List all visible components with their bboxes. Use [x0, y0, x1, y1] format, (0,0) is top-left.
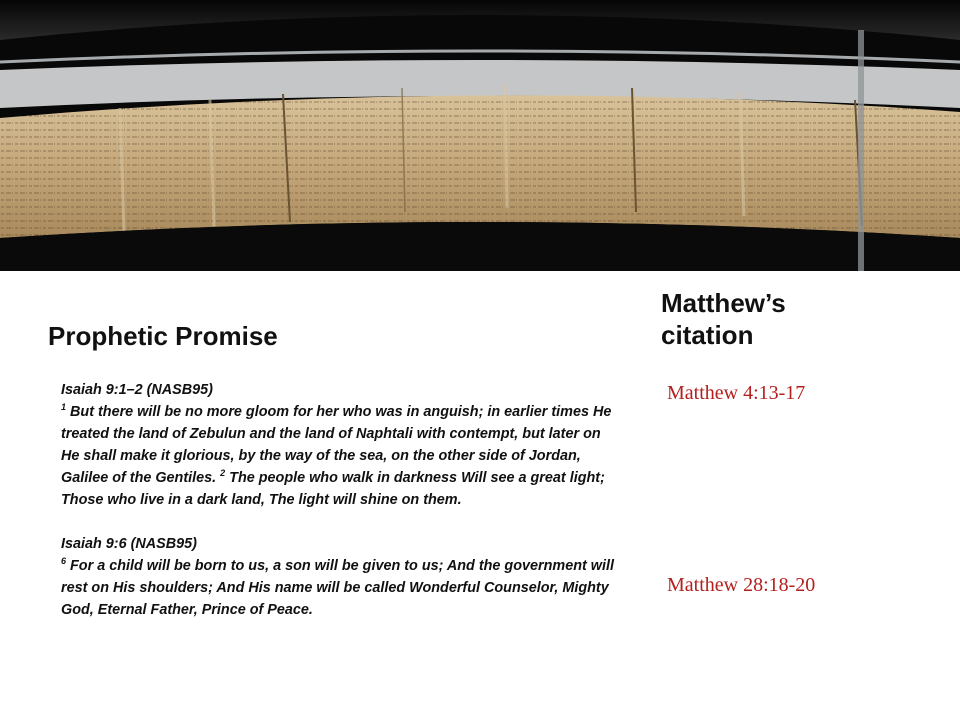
verse-text: The people who walk in darkness Will see a great light; Those who live in a dark land, The light will shine on them.: [61, 470, 605, 508]
verse-text: For a child will be born to us, a son will be given to us; And the government will rest on His shoulders; And His name will be called Wonderful Counselor, Mighty God, Eternal Father, Prince of Peace.: [61, 558, 614, 618]
passage-isaiah-9-6: [61, 533, 621, 621]
passage-reference: Isaiah 9:1–2 (NASB95): [61, 382, 213, 398]
verse-text: But there will be no more gloom for her who was in anguish; in earlier times He treated the land of Zebulun and the land of Naphtali with contempt, but later on He shall make it glorious, by the way of the sea, on the other side of Jordan, Galilee of the Gentiles.: [61, 404, 612, 486]
scroll-photo-banner: [0, 0, 960, 271]
isaiah-passages: [61, 379, 621, 621]
scroll-photo: [0, 0, 960, 271]
prophetic-promise-heading: Prophetic Promise: [48, 321, 278, 351]
passage-reference: Isaiah 9:6 (NASB95): [61, 536, 197, 552]
citation-matthew-28-18-20: Matthew 28:18-20: [667, 574, 816, 596]
matthews-citation-heading: Matthew’s citation: [661, 288, 786, 350]
verse-number: 1: [61, 402, 67, 413]
verse-number: 6: [61, 556, 67, 567]
verse-number: 2: [220, 468, 226, 479]
citation-matthew-4-13-17: Matthew 4:13-17: [667, 382, 806, 404]
passage-isaiah-9-1-2: [61, 379, 621, 511]
